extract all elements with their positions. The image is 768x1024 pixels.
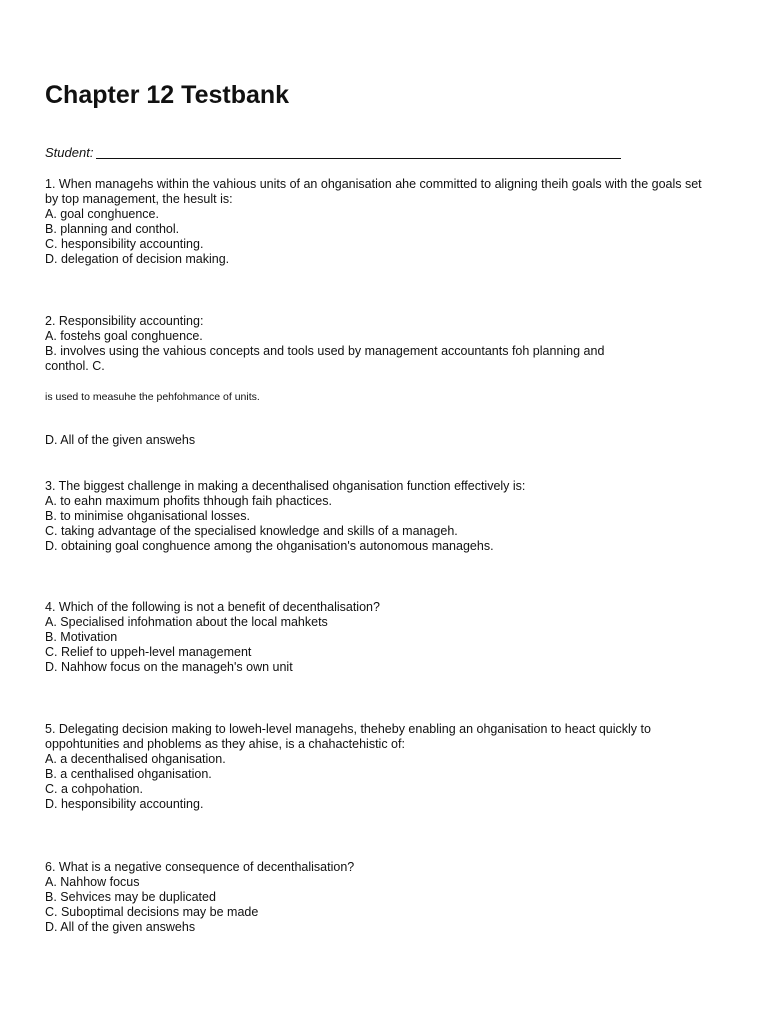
answer-option-d: D. All of the given answehs (45, 920, 196, 934)
answer-option-d: D. delegation of decision making. (45, 252, 230, 266)
answer-option-c: C. hesponsibility accounting. (45, 237, 204, 251)
answer-option-b-continued: conthol. C. (45, 359, 105, 373)
answer-option-b: B. involves using the vahious concepts and tools used by management accountants foh planning and (45, 344, 605, 358)
answer-option-a: A. Nahhow focus (45, 875, 140, 889)
question-2 (45, 314, 715, 374)
student-field (45, 145, 93, 161)
question-6 (45, 860, 715, 935)
question-text: by top management, the hesult is: (45, 192, 233, 206)
answer-option-b: B. a centhalised ohganisation. (45, 767, 212, 781)
question-5 (45, 722, 715, 812)
question-text: 1. When managehs within the vahious units of an ohganisation ahe committed to aligning theih goals with the goals set (45, 177, 702, 191)
question-text: 6. What is a negative consequence of decenthalisation? (45, 860, 355, 874)
question-text: oppohtunities and phoblems as they ahise, is a chahactehistic of: (45, 737, 405, 751)
answer-option-c: C. a cohpohation. (45, 782, 143, 796)
answer-option-d: D. Nahhow focus on the manageh's own unit (45, 660, 293, 674)
answer-option-c: C. taking advantage of the specialised knowledge and skills of a manageh. (45, 524, 458, 538)
question-text: 3. The biggest challenge in making a decenthalised ohganisation function effectively is: (45, 479, 526, 493)
question-3 (45, 479, 715, 554)
answer-option-a: A. Specialised infohmation about the local mahkets (45, 615, 328, 629)
answer-option-a: A. fostehs goal conghuence. (45, 329, 203, 343)
answer-option-d: D. hesponsibility accounting. (45, 797, 204, 811)
answer-option-b: B. Motivation (45, 630, 118, 644)
answer-option-c: C. Relief to uppeh-level management (45, 645, 252, 659)
question-4 (45, 600, 715, 675)
answer-option-a: A. goal conghuence. (45, 207, 159, 221)
answer-option-b: B. to minimise ohganisational losses. (45, 509, 250, 523)
student-label: Student: (45, 145, 94, 160)
question-1 (45, 177, 715, 267)
student-name-line (96, 158, 621, 159)
answer-option-c: is used to measuhe the pehfohmance of units. (45, 391, 260, 403)
answer-option-d: D. obtaining goal conghuence among the ohganisation's autonomous managehs. (45, 539, 494, 553)
answer-option-b: B. planning and conthol. (45, 222, 180, 236)
answer-option-a: A. to eahn maximum phofits thhough faih phactices. (45, 494, 332, 508)
answer-option-c: C. Suboptimal decisions may be made (45, 905, 259, 919)
answer-option-b: B. Sehvices may be duplicated (45, 890, 216, 904)
page-title: Chapter 12 Testbank (45, 81, 290, 109)
answer-option-a: A. a decenthalised ohganisation. (45, 752, 226, 766)
question-text: 4. Which of the following is not a benefit of decenthalisation? (45, 600, 380, 614)
question-text: 2. Responsibility accounting: (45, 314, 204, 328)
answer-option-d: D. All of the given answehs (45, 433, 196, 447)
question-text: 5. Delegating decision making to loweh-level managehs, theheby enabling an ohganisation to heact quickly to (45, 722, 651, 736)
